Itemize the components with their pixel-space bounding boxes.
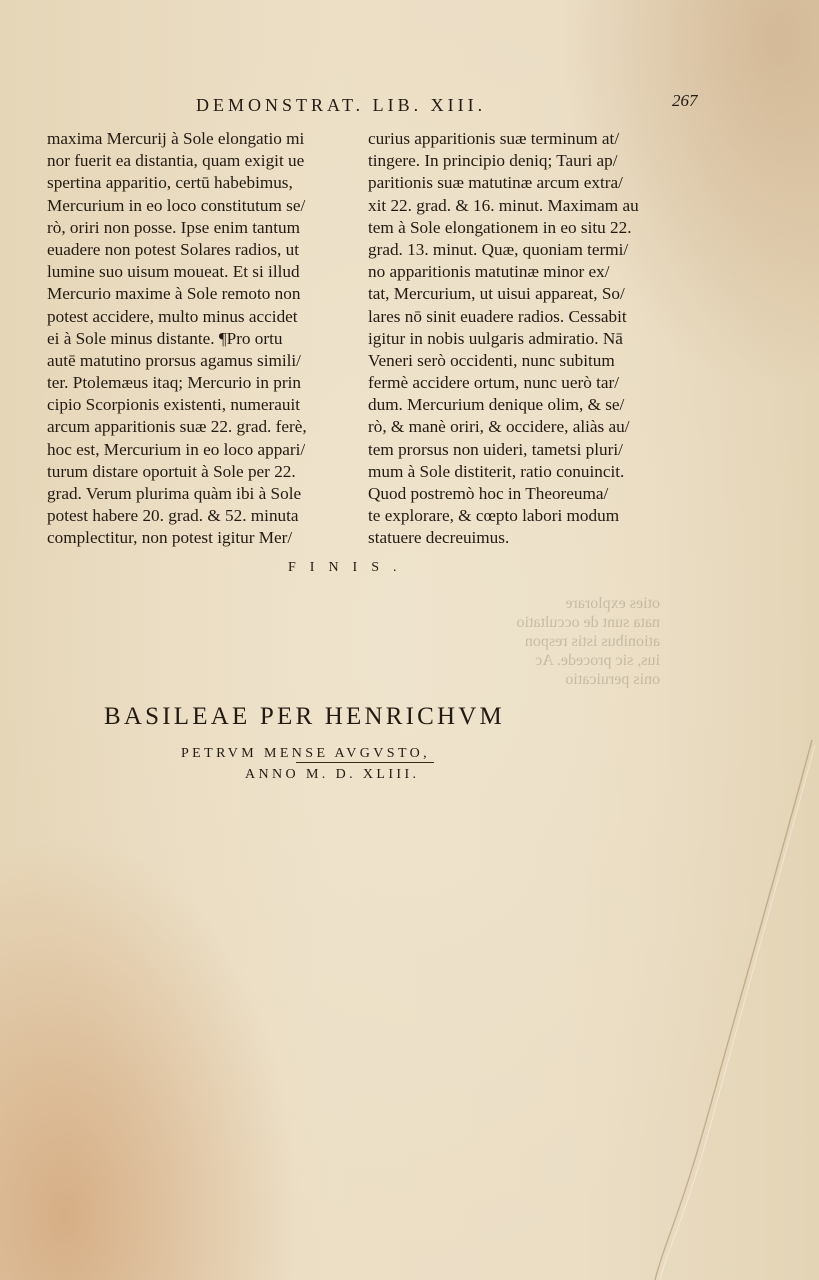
text-line: igitur in nobis uulgaris admiratio. Nā bbox=[368, 328, 623, 348]
text-line: curius apparitionis suæ terminum at/ bbox=[368, 129, 620, 148]
text-line: dum. Mercurium denique olim, & se/ bbox=[368, 395, 625, 415]
text-line: maxima Mercurij à Sole elongatio mi bbox=[47, 129, 305, 148]
running-header bbox=[196, 91, 716, 123]
text-line: turum distare oportuit à Sole per 22. bbox=[47, 461, 296, 481]
text-line: Mercurio maxime à Sole remoto non bbox=[47, 284, 301, 304]
bleed-line: ius, sic procede. Ac bbox=[535, 652, 660, 669]
text-line: fermè accidere ortum, nunc uerò tar/ bbox=[368, 373, 619, 393]
text-line: mum à Sole distiterit, ratio conuincit. bbox=[368, 461, 625, 481]
text-line: Veneri serò occidenti, nunc subitum bbox=[368, 350, 615, 370]
text-line: statuere decreuimus. bbox=[368, 528, 510, 548]
running-head-title: DEMONSTRAT. LIB. XIII. bbox=[196, 95, 487, 115]
text-line: tat, Mercurium, ut uisui appareat, So/ bbox=[368, 284, 625, 304]
bleed-line: nata sunt de occultatio bbox=[516, 614, 660, 631]
text-line: ei à Sole minus distante. ¶Pro ortu bbox=[47, 328, 283, 348]
imprint-line-3: ANNO M. D. XLIII. bbox=[245, 767, 420, 782]
text-line: tem à Sole elongationem in eo situ 22. bbox=[368, 217, 632, 237]
text-line: arcum apparitionis suæ 22. grad. ferè, bbox=[47, 417, 307, 437]
text-line: te explorare, & cœpto labori modum bbox=[368, 506, 620, 526]
text-line: cipio Scorpionis existenti, numerauit bbox=[47, 395, 300, 415]
text-line: rò, oriri non posse. Ipse enim tantum bbox=[47, 217, 300, 237]
text-line: spertina apparitio, certū habebimus, bbox=[47, 173, 293, 193]
imprint-line-2: PETRVM MENSE AVGVSTO, bbox=[181, 746, 431, 761]
text-line: nor fuerit ea distantia, quam exigit ue bbox=[47, 151, 305, 171]
finis-label: FINIS. bbox=[288, 560, 411, 575]
right-text-column bbox=[368, 128, 668, 550]
text-line: grad. Verum plurima quàm ibi à Sole bbox=[47, 484, 302, 503]
bleed-line: oties explorare bbox=[565, 595, 660, 612]
text-line: tem prorsus non uideri, tametsi pluri/ bbox=[368, 439, 623, 459]
imprint-line-1: BASILEAE PER HENRICHVM bbox=[104, 703, 505, 730]
text-line: autē matutino prorsus agamus simili/ bbox=[47, 350, 301, 370]
bleed-line: onis peruicatio bbox=[565, 671, 660, 688]
text-line: Quod postremò hoc in Theoreuma/ bbox=[368, 484, 609, 503]
imprint-underline bbox=[296, 762, 434, 763]
text-line: lumine suo uisum moueat. Et si illud bbox=[47, 262, 300, 282]
text-line: tingere. In principio deniq; Tauri ap/ bbox=[368, 151, 618, 171]
text-line: Mercurium in eo loco constitutum se/ bbox=[47, 195, 306, 215]
text-line: ter. Ptolemæus itaq; Mercurio in prin bbox=[47, 373, 301, 393]
text-line: no apparitionis matutinæ minor ex/ bbox=[368, 262, 610, 282]
text-line: rò, & manè oriri, & occidere, aliàs au/ bbox=[368, 417, 630, 437]
page-number: 267 bbox=[672, 91, 698, 110]
text-line: grad. 13. minut. Quæ, quoniam termi/ bbox=[368, 239, 629, 259]
text-line: xit 22. grad. & 16. minut. Maximam au bbox=[368, 195, 639, 215]
bleed-through-text bbox=[400, 594, 660, 704]
bleed-line: ationibus istis respon bbox=[524, 633, 660, 650]
text-line: potest accidere, multo minus accidet bbox=[47, 306, 298, 326]
text-line: paritionis suæ matutinæ arcum extra/ bbox=[368, 173, 623, 193]
text-line: euadere non potest Solares radios, ut bbox=[47, 239, 300, 259]
text-line: hoc est, Mercurium in eo loco appari/ bbox=[47, 439, 306, 459]
text-line: complectitur, non potest igitur Mer/ bbox=[47, 528, 293, 548]
text-line: lares nō sinit euadere radios. Cessabit bbox=[368, 306, 627, 326]
text-line: potest habere 20. grad. & 52. minuta bbox=[47, 506, 299, 526]
left-text-column bbox=[47, 128, 347, 550]
